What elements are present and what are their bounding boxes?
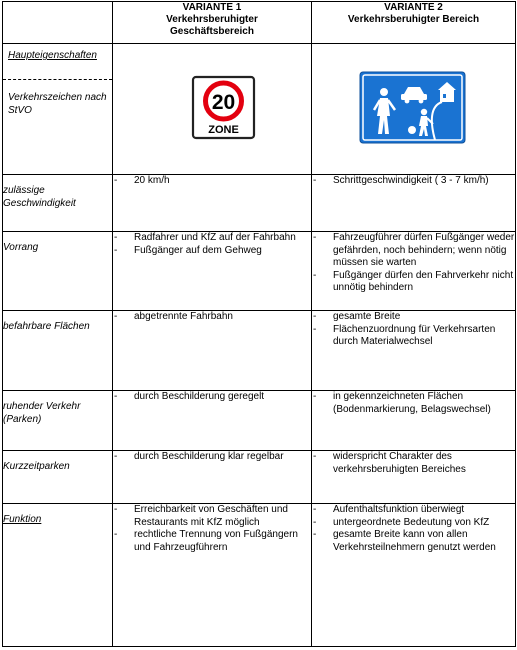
row-label-ruhender-verkehr: ruhender Verkehr (Parken)	[3, 391, 113, 451]
row-befahrbare-flaechen-variant-2	[312, 311, 516, 391]
row-geschwindigkeit	[3, 175, 516, 232]
variant-2-title: VARIANTE 2	[384, 2, 443, 13]
bullet-item: - abgetrennte Fahrbahn	[113, 311, 311, 324]
row-geschwindigkeit-variant-2	[312, 175, 516, 232]
ball-icon	[408, 126, 416, 134]
sign-cell-variant-2	[312, 44, 516, 175]
label-haupteigenschaften: Haupteigenschaften	[3, 44, 112, 80]
row-vorrang-variant-1	[113, 232, 312, 311]
bullet-item: - gesamte Breite kann von allen Verkehrsteilnehmern genutzt werden	[312, 529, 515, 554]
label-verkehrszeichen: Verkehrszeichen nach StVO	[8, 92, 107, 116]
bullet-list	[113, 391, 311, 404]
comparison-table	[2, 1, 516, 647]
zone-sign-word: ZONE	[208, 124, 239, 136]
sign-row-label-cell	[3, 44, 113, 175]
bullet-item: - Schrittgeschwindigkeit ( 3 - 7 km/h)	[312, 175, 515, 188]
variant-1-subtitle-line-2: Geschäftsbereich	[170, 26, 254, 37]
row-funktion-variant-2	[312, 504, 516, 647]
variant-1-title: VARIANTE 1	[182, 2, 242, 13]
row-ruhender-verkehr-variant-1	[113, 391, 312, 451]
row-label-vorrang: Vorrang	[3, 232, 113, 311]
row-kurzzeitparken-variant-2	[312, 451, 516, 504]
row-label-kurzzeitparken: Kurzzeitparken	[3, 451, 113, 504]
bullet-list	[113, 175, 311, 188]
bullet-item: - durch Beschilderung geregelt	[113, 391, 311, 404]
bullet-list	[312, 175, 515, 188]
bullet-item: - gesamte Breite	[312, 311, 515, 324]
bullet-item: - rechtliche Trennung von Fußgängern und Fahrzeugführern	[113, 529, 311, 554]
zone-20-sign	[113, 44, 312, 174]
row-funktion	[3, 504, 516, 647]
header-row	[3, 2, 516, 44]
header-empty-cell	[3, 2, 113, 44]
row-kurzzeitparken-variant-1	[113, 451, 312, 504]
row-funktion-variant-1	[113, 504, 312, 647]
row-kurzzeitparken	[3, 451, 516, 504]
bullet-list	[312, 232, 515, 295]
variant-2-subtitle: Verkehrsberuhigter Bereich	[347, 14, 480, 25]
bullet-item: - Radfahrer und KfZ auf der Fahrbahn	[113, 232, 311, 245]
bullet-item: - Flächenzuordnung für Verkehrsarten durch Materialwechsel	[312, 324, 515, 349]
row-befahrbare-flaechen	[3, 311, 516, 391]
row-geschwindigkeit-variant-1	[113, 175, 312, 232]
verkehrsberuhigter-bereich-sign	[312, 44, 516, 174]
row-ruhender-verkehr-variant-2	[312, 391, 516, 451]
row-ruhender-verkehr	[3, 391, 516, 451]
comparison-rows	[3, 175, 516, 647]
bullet-item: - durch Beschilderung klar regelbar	[113, 451, 311, 464]
bullet-item: - Aufenthaltsfunktion überwiegt	[312, 504, 515, 517]
bullet-item: - untergeordnete Bedeutung von KfZ	[312, 517, 515, 530]
bullet-list	[312, 311, 515, 349]
row-befahrbare-flaechen-variant-1	[113, 311, 312, 391]
bullet-list	[312, 451, 515, 476]
variant-1-subtitle-line-1: Verkehrsberuhigter	[166, 14, 258, 25]
bullet-list	[113, 451, 311, 464]
sign-cell-variant-1	[113, 44, 312, 175]
row-vorrang-variant-2	[312, 232, 516, 311]
bullet-list	[312, 391, 515, 416]
bullet-list	[113, 232, 311, 257]
bullet-list	[113, 311, 311, 324]
bullet-item: - widerspricht Charakter des verkehrsberuhigten Bereiches	[312, 451, 515, 476]
bullet-list	[312, 504, 515, 554]
row-label-funktion: Funktion	[3, 504, 113, 647]
row-vorrang	[3, 232, 516, 311]
bullet-item: - Fußgänger dürfen den Fahrverkehr nicht unnötig behindern	[312, 270, 515, 295]
bullet-item: - Erreichbarkeit von Geschäften und Restaurants mit KfZ möglich	[113, 504, 311, 529]
row-label-befahrbare-flaechen: befahrbare Flächen	[3, 311, 113, 391]
bullet-item: - Fußgänger auf dem Gehweg	[113, 245, 311, 258]
bullet-item: - 20 km/h	[113, 175, 311, 188]
bullet-item: - in gekennzeichneten Flächen (Bodenmarkierung, Belagswechsel)	[312, 391, 515, 416]
header-variant-1	[113, 2, 312, 44]
bullet-list	[113, 504, 311, 554]
header-variant-2	[312, 2, 516, 44]
sign-row	[3, 44, 516, 175]
zone-sign-number: 20	[211, 91, 236, 114]
bullet-item: - Fahrzeugführer dürfen Fußgänger weder gefährden, noch behindern; wenn nötig müssen sie warten	[312, 232, 515, 270]
row-label-geschwindigkeit: zulässige Geschwindigkeit	[3, 175, 113, 232]
